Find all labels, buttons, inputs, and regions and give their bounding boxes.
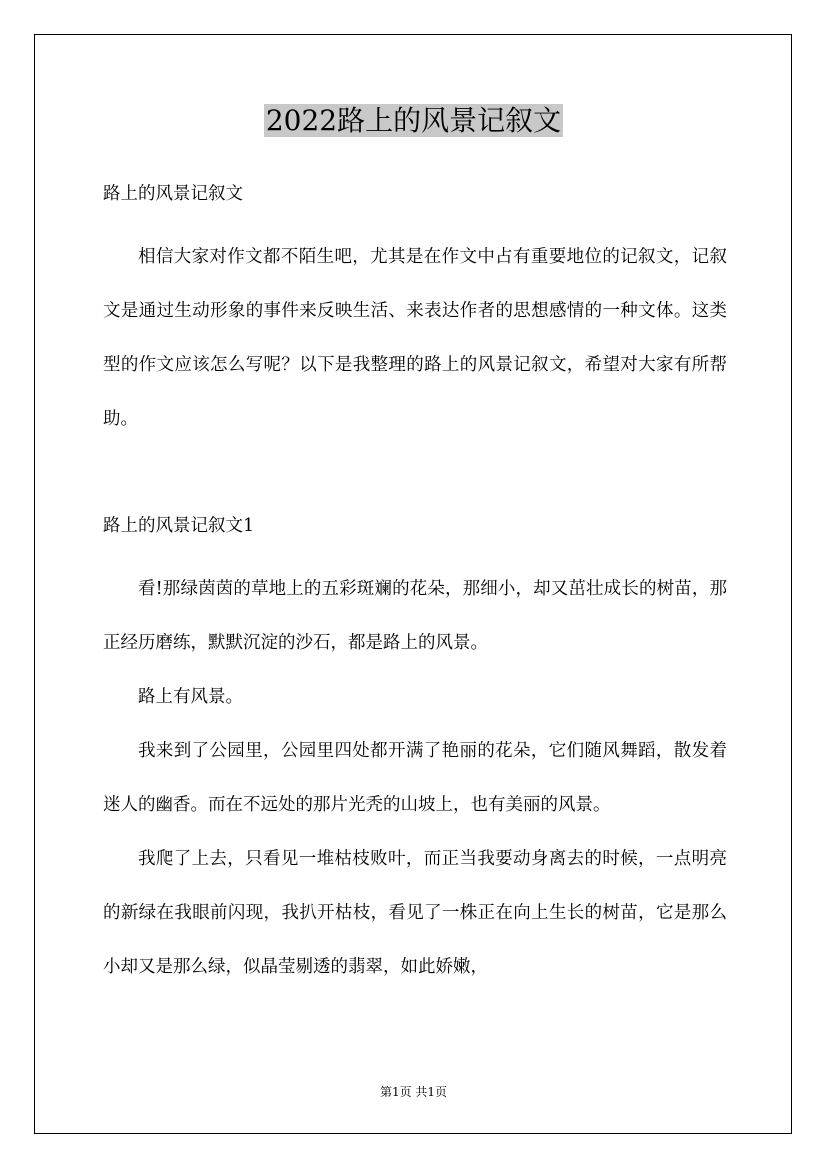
- document-title: [0, 101, 827, 141]
- document-body: [103, 176, 727, 994]
- spacer: [103, 544, 727, 562]
- page-number-label: 第1页 共1页: [379, 1085, 448, 1099]
- document-title-text: 2022路上的风景记叙文: [265, 104, 562, 137]
- intro-heading: 路上的风景记叙文: [103, 184, 243, 204]
- section1-paragraph-2: 路上有风景。: [138, 687, 243, 707]
- section1-paragraph-1: 看!那绿茵茵的草地上的五彩斑斓的花朵，那细小，却又茁壮成长的树苗，那正经历磨练，默默沉淀的沙石，都是路上的风景。: [103, 579, 727, 653]
- section1-paragraph-3: 我来到了公园里，公园里四处都开满了艳丽的花朵，它们随风舞蹈，散发着迷人的幽香。而在不远处的那片光秃的山坡上，也有美丽的风景。: [103, 741, 727, 815]
- section1-heading: 路上的风景记叙文1: [103, 516, 255, 536]
- intro-paragraph: 相信大家对作文都不陌生吧，尤其是在作文中占有重要地位的记叙文，记叙文是通过生动形象的事件来反映生活、来表达作者的思想感情的一种文体。这类型的作文应该怎么写呢？以下是我整理的路上的风景记叙文，希望对大家有所帮助。: [103, 247, 727, 429]
- page-footer: [0, 1083, 827, 1101]
- section1-paragraph-4: 我爬了上去，只看见一堆枯枝败叶，而正当我要动身离去的时候，一点明亮的新绿在我眼前闪现，我扒开枯枝，看见了一株正在向上生长的树苗，它是那么小却又是那么绿，似晶莹剔透的翡翠，如此娇嫩，: [103, 849, 727, 977]
- spacer: [103, 212, 727, 230]
